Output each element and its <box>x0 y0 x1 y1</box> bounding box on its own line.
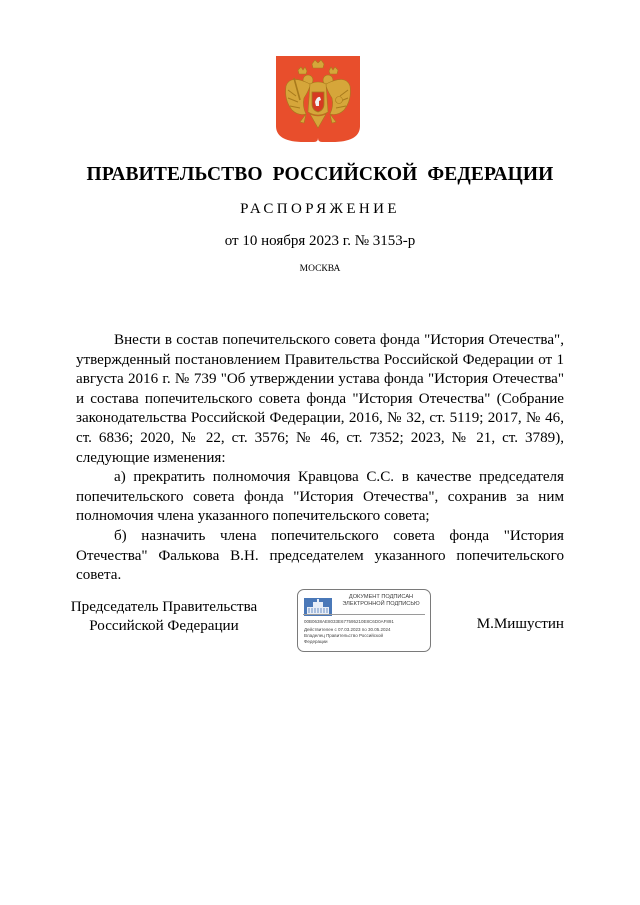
coat-of-arms-icon <box>276 56 360 142</box>
stamp-title <box>334 594 428 608</box>
government-title: ПРАВИТЕЛЬСТВО РОССИЙСКОЙ ФЕДЕРАЦИИ <box>86 164 554 185</box>
stamp-divider <box>303 614 425 615</box>
stamp-title-line2: ЭЛЕКТРОННОЙ ПОДПИСЬЮ <box>342 601 420 607</box>
document-city: МОСКВА <box>299 264 341 274</box>
signer-position <box>62 598 266 636</box>
signer-name: М.Мишустин <box>476 616 564 632</box>
body-paragraph-b: б) назначить члена попечительского совета фонда "История Отечества" Фалькова В.Н. председателем указанного попечительского совета. <box>76 527 564 584</box>
stamp-owner-line2: Федерации <box>304 639 328 644</box>
signer-position-line2: Российской Федерации <box>89 618 239 634</box>
document-date-number: от 10 ноября 2023 г. № 3153-р <box>224 233 416 249</box>
document-type: РАСПОРЯЖЕНИЕ <box>240 201 400 217</box>
document-body <box>76 331 564 586</box>
signer-position-line1: Председатель Правительства <box>70 599 258 615</box>
body-paragraph-a: а) прекратить полномочия Кравцова С.С. в качестве председателя попечительского совета фонда "История Отечества", сохранив за ним полномочия члена указанного попечительского совета; <box>76 469 564 525</box>
electronic-signature-stamp <box>297 589 431 652</box>
stamp-owner-line1: Владелец Правительство Российской <box>304 633 384 638</box>
body-paragraph-main: Внести в состав попечительского совета фонда "История Отечества", утвержденный постановлением Правительства Российской Федерации от 1 августа 2016 г. № 739 "Об утверждении устава фонда "История Отечества" и состава попечительского совета фонда "История Отечества" (Собрание законодательства Российской Федерации, 2016, № 32, ст. 5119; 2017, № 46, ст. 6836; 2020, № 22, ст. 3576; № 46, ст. 7352; 2023, № 21, ст. 3789), следующие изменения: <box>76 332 564 466</box>
stamp-validity: Действителен с 07.03.2023 по 30.05.2024 <box>304 627 391 632</box>
stamp-certificate: 00B0638AE8033E677595210E8C6D0AF891 <box>304 619 394 624</box>
stamp-title-line1: ДОКУМЕНТ ПОДПИСАН <box>348 594 414 600</box>
